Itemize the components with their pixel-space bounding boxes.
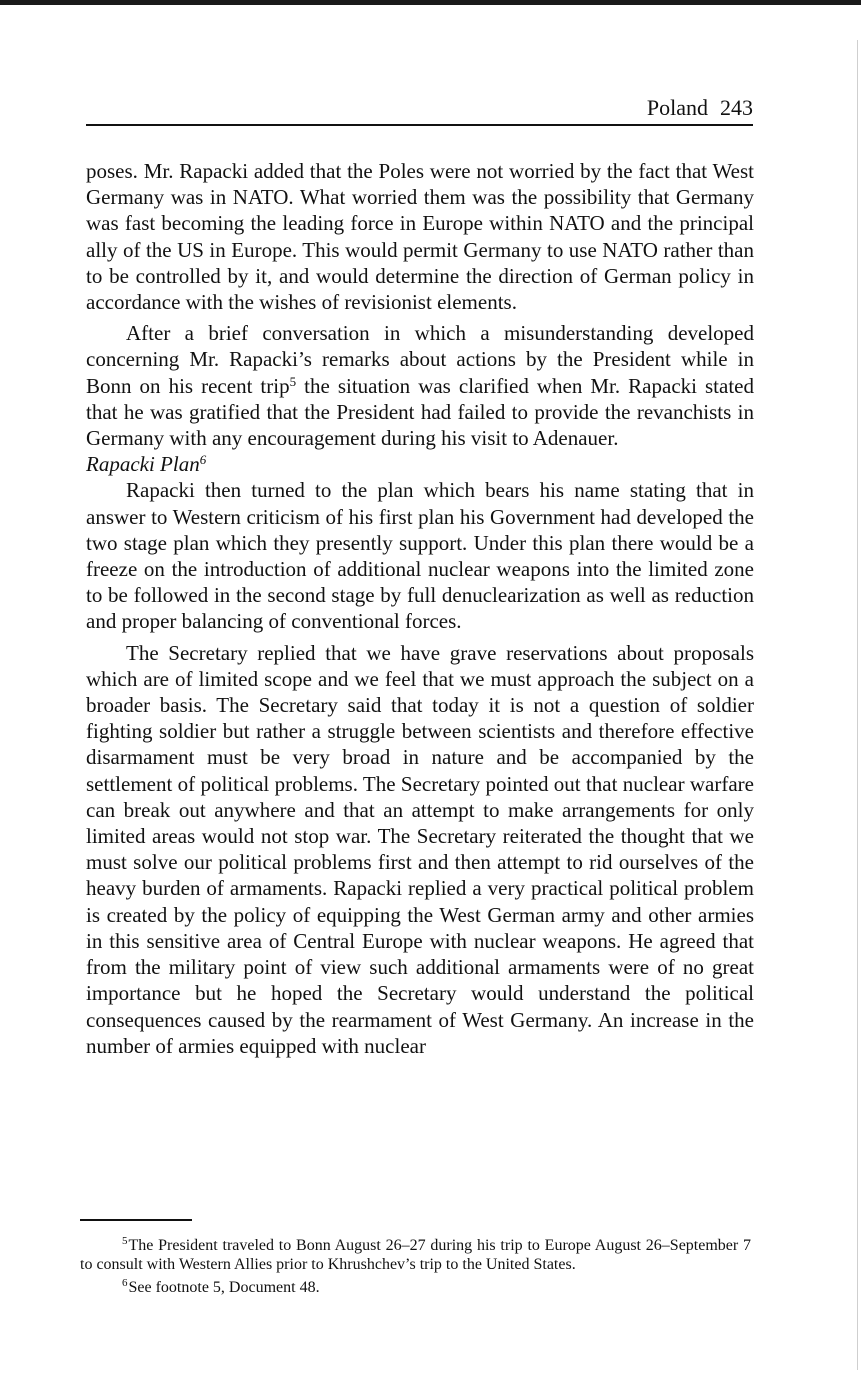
scan-right-edge (857, 40, 858, 1370)
paragraph-2 (86, 320, 754, 451)
running-header (86, 92, 753, 126)
paragraph-4: The Secretary replied that we have grave reservations about proposals which are of limited scope and we feel that we must approach the subject on a broader basis. The Secretary said that today it is not a question of soldier fighting soldier but rather a struggle between scientists and therefore effective disarmament must be very broad in nature and be accompanied by the settlement of political problems. The Secretary pointed out that nuclear warfare can break out anywhere and that an attempt to make arrangements for only limited areas would not stop war. The Secretary reiterated the thought that we must solve our political problems first and then attempt to rid ourselves of the heavy burden of armaments. Rapacki replied a very practical political problem is created by the policy of equipping the West German army and other armies in this sensitive area of Central Europe with nuclear weapons. He agreed that from the military point of view such additional armaments were of no great importance but he hoped the Secretary would understand the political consequences caused by the rearmament of West Germany. An increase in the number of armies equipped with nuclear (86, 640, 754, 1058)
page-number: 243 (720, 95, 753, 120)
section-heading (86, 451, 754, 477)
footnote-ref-6[interactable]: 6 (199, 452, 207, 468)
footnote-5-text: The President traveled to Bonn August 26–27 during his trip to Europe August 26–September 7 to consult with Western Allies prior to Khrushchev’s trip to the United States. (80, 1237, 751, 1273)
paragraph-3: Rapacki then turned to the plan which bears his name stating that in answer to Western criticism of his first plan his Government had developed the two stage plan which they presently support. Under this plan there would be a freeze on the introduction of additional nuclear weapons into the limited zone to be followed in the second stage by full denuclearization as well as reduction and proper balancing of conventional forces. (86, 478, 754, 634)
footnote-divider (80, 1219, 192, 1221)
footnote-6-number: 6 (122, 1277, 128, 1289)
footnote-5 (80, 1236, 751, 1274)
paragraph-2-text: After a brief conversation in which a misunderstanding developed concerning Mr. Rapacki’s remarks about actions by the President while in Bonn on his recent trip (86, 321, 754, 398)
body-text (86, 158, 754, 1059)
footnotes (80, 1236, 751, 1297)
footnote-6 (80, 1278, 751, 1297)
footnote-ref-5[interactable]: 5 (289, 373, 297, 389)
scan-top-edge (0, 0, 861, 5)
footnote-6-text: See footnote 5, Document 48. (128, 1279, 320, 1296)
running-header-title: Poland (646, 95, 708, 120)
footnote-5-number: 5 (122, 1235, 128, 1247)
paragraph-1: poses. Mr. Rapacki added that the Poles were not worried by the fact that West Germany was in NATO. What worried them was the possibility that Germany was fast becoming the leading force in Europe within NATO and the principal ally of the US in Europe. This would permit Germany to use NATO rather than to be controlled by it, and would determine the direction of German policy in accordance with the wishes of revisionist elements. (86, 159, 754, 315)
paragraph-2-text-cont: the situation was clarified when Mr. Rapacki stated that he was gratified that the President had failed to provide the revanchists in Germany with any encouragement during his visit to Adenauer. (86, 373, 754, 451)
section-heading-text: Rapacki Plan (86, 452, 200, 477)
